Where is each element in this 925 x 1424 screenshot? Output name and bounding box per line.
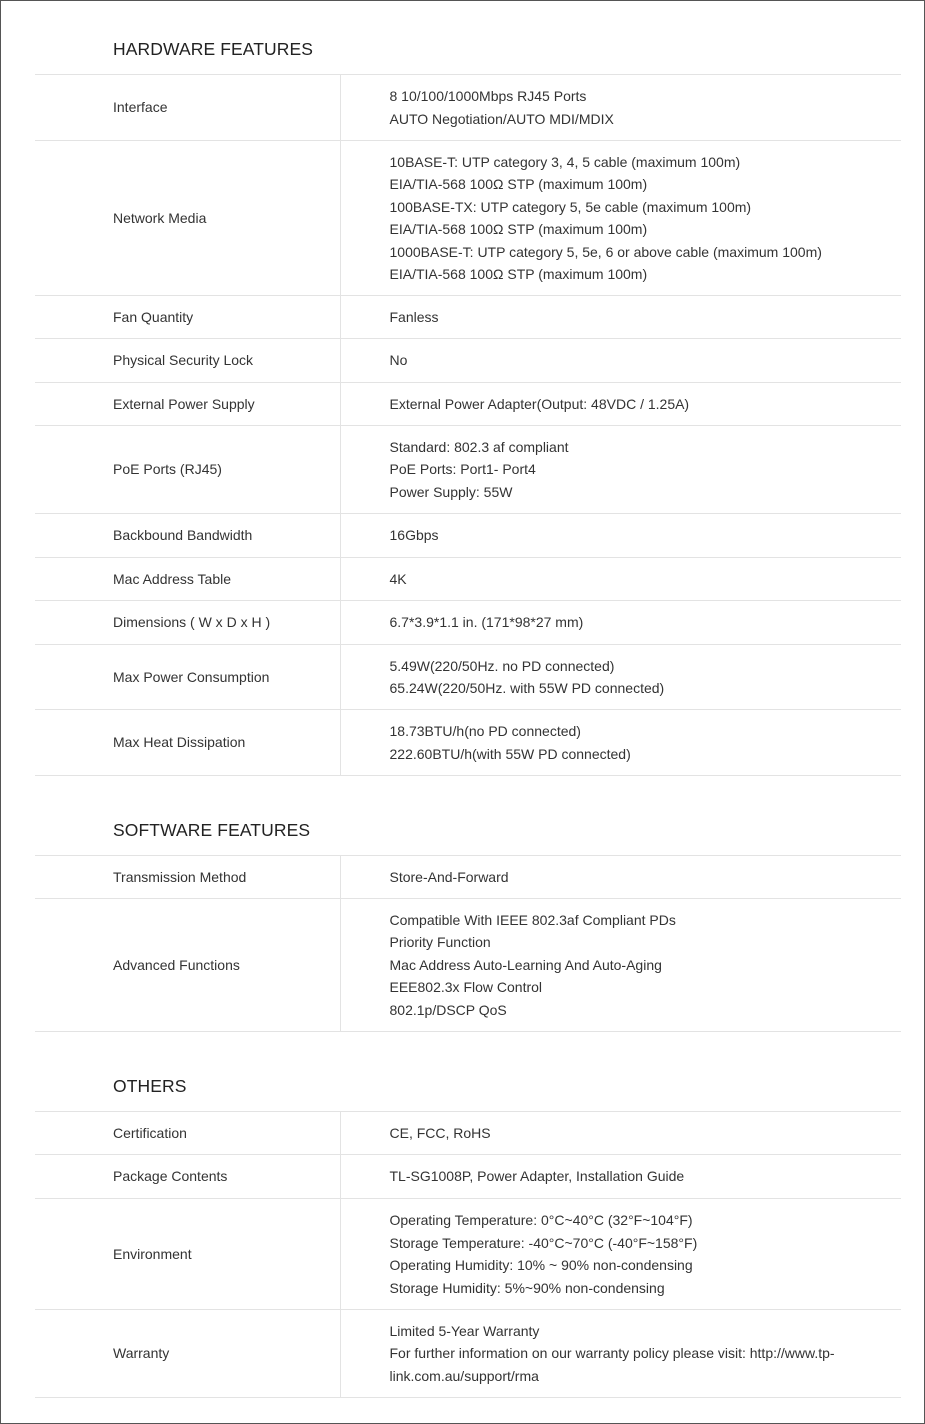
- spec-value: [340, 601, 901, 645]
- spec-value: [340, 645, 901, 710]
- spec-value-line: Power Supply: 55W: [389, 483, 513, 500]
- spec-value-line: Store-And-Forward: [389, 868, 509, 885]
- section-title-software-features: SOFTWARE FEATURES: [113, 820, 311, 840]
- spec-value-line: External Power Adapter(Output: 48VDC / 1.25A): [389, 395, 690, 412]
- spec-table-others: [35, 1111, 901, 1398]
- spec-value-line: Storage Temperature: -40°C~70°C (-40°F~158°F): [389, 1234, 698, 1251]
- spec-value-line: 5.49W(220/50Hz. no PD connected): [389, 657, 615, 674]
- spec-label: Package Contents: [35, 1155, 340, 1199]
- spec-row-advanced-functions: [35, 899, 901, 1032]
- spec-value: [340, 339, 901, 383]
- spec-row-mac-address-table: [35, 558, 901, 601]
- spec-label: Mac Address Table: [35, 558, 340, 601]
- spec-row-warranty: [35, 1310, 901, 1398]
- spec-value-line: Storage Humidity: 5%~90% non-condensing: [389, 1279, 665, 1296]
- section-title-hardware-features: HARDWARE FEATURES: [113, 39, 314, 59]
- spec-label: Max Power Consumption: [35, 645, 340, 710]
- spec-value: [340, 1155, 901, 1199]
- spec-row-external-power-supply: [35, 383, 901, 426]
- spec-value-line: Compatible With IEEE 802.3af Compliant PDs: [389, 911, 676, 928]
- spec-value-line: 6.7*3.9*1.1 in. (171*98*27 mm): [389, 614, 584, 631]
- spec-row-max-heat-dissipation: [35, 710, 901, 776]
- spec-row-transmission-method: [35, 856, 901, 899]
- spec-row-interface: [35, 75, 901, 141]
- spec-value: [340, 514, 901, 558]
- spec-value: [340, 296, 901, 339]
- spec-value-line: 16Gbps: [389, 527, 439, 544]
- spec-value-line: 802.1p/DSCP QoS: [389, 1001, 507, 1018]
- spec-label: Fan Quantity: [35, 296, 340, 339]
- spec-value: [340, 1310, 901, 1398]
- spec-value-line: PoE Ports: Port1- Port4: [389, 461, 536, 478]
- spec-value-line: 100BASE-TX: UTP category 5, 5e cable (maximum 100m): [389, 198, 752, 215]
- spec-value: [340, 75, 901, 141]
- spec-row-network-media: [35, 141, 901, 296]
- spec-label: Environment: [35, 1199, 340, 1310]
- spec-value-line: Fanless: [389, 308, 439, 325]
- spec-value-line: 65.24W(220/50Hz. with 55W PD connected): [389, 680, 665, 696]
- spec-value: [340, 899, 901, 1032]
- spec-value-line: EIA/TIA-568 100Ω STP (maximum 100m): [389, 176, 648, 192]
- spec-label: Network Media: [35, 141, 340, 296]
- spec-value-line: Standard: 802.3 af compliant: [389, 438, 569, 455]
- spec-row-max-power-consumption: [35, 645, 901, 710]
- spec-label: Interface: [35, 75, 340, 141]
- spec-row-physical-security-lock: [35, 339, 901, 383]
- spec-value-line: CE, FCC, RoHS: [389, 1124, 491, 1141]
- spec-value-line: EIA/TIA-568 100Ω STP (maximum 100m): [389, 221, 648, 237]
- spec-label: Transmission Method: [35, 856, 340, 899]
- spec-row-fan-quantity: [35, 296, 901, 339]
- spec-label: External Power Supply: [35, 383, 340, 426]
- spec-label: Advanced Functions: [35, 899, 340, 1032]
- spec-label: Certification: [35, 1112, 340, 1155]
- spec-value-line: EEE802.3x Flow Control: [389, 979, 543, 996]
- spec-value-line: AUTO Negotiation/AUTO MDI/MDIX: [389, 110, 614, 127]
- spec-value-line: 18.73BTU/h(no PD connected): [389, 723, 581, 739]
- spec-label: Max Heat Dissipation: [35, 710, 340, 776]
- spec-value-line: No: [389, 352, 408, 369]
- spec-value-line: Operating Humidity: 10% ~ 90% non-condensing: [389, 1257, 693, 1273]
- spec-row-package-contents: [35, 1155, 901, 1199]
- spec-value: [340, 558, 901, 601]
- spec-value: [340, 1112, 901, 1155]
- spec-row-environment: [35, 1199, 901, 1310]
- section-title-others: OTHERS: [113, 1076, 187, 1096]
- spec-value: [340, 141, 901, 296]
- spec-value-line: 10BASE-T: UTP category 3, 4, 5 cable (maximum 100m): [389, 153, 741, 170]
- spec-value: [340, 856, 901, 899]
- spec-row-certification: [35, 1112, 901, 1155]
- spec-value-line: Limited 5-Year Warranty: [389, 1322, 540, 1339]
- spec-value-line: 222.60BTU/h(with 55W PD connected): [389, 745, 631, 762]
- spec-value-line: For further information on our warranty policy please visit: http://www.tp-link.com.au/support/rma: [389, 1345, 835, 1384]
- spec-label: Backbound Bandwidth: [35, 514, 340, 558]
- spec-table-hardware-features: [35, 74, 901, 776]
- spec-row-backbound-bandwidth: [35, 514, 901, 558]
- spec-value-line: EIA/TIA-568 100Ω STP (maximum 100m): [389, 266, 648, 282]
- spec-label: Warranty: [35, 1310, 340, 1398]
- spec-value-line: TL-SG1008P, Power Adapter, Installation Guide: [389, 1168, 685, 1185]
- spec-value-line: 1000BASE-T: UTP category 5, 5e, 6 or above cable (maximum 100m): [389, 243, 822, 260]
- spec-label: Physical Security Lock: [35, 339, 340, 383]
- spec-value-line: 4K: [389, 570, 407, 587]
- spec-label: PoE Ports (RJ45): [35, 426, 340, 514]
- spec-label: Dimensions ( W x D x H ): [35, 601, 340, 645]
- spec-row-dimensions-w-x-d-x-h: [35, 601, 901, 645]
- spec-value-line: Mac Address Auto-Learning And Auto-Aging: [389, 956, 662, 973]
- spec-value: [340, 1199, 901, 1310]
- spec-value: [340, 426, 901, 514]
- spec-row-poe-ports-rj45: [35, 426, 901, 514]
- spec-table-software-features: [35, 855, 901, 1032]
- spec-value-line: Priority Function: [389, 934, 491, 951]
- spec-value-line: 8 10/100/1000Mbps RJ45 Ports: [389, 88, 587, 104]
- spec-value: [340, 710, 901, 776]
- spec-value: [340, 383, 901, 426]
- spec-value-line: Operating Temperature: 0°C~40°C (32°F~104°F): [389, 1212, 693, 1228]
